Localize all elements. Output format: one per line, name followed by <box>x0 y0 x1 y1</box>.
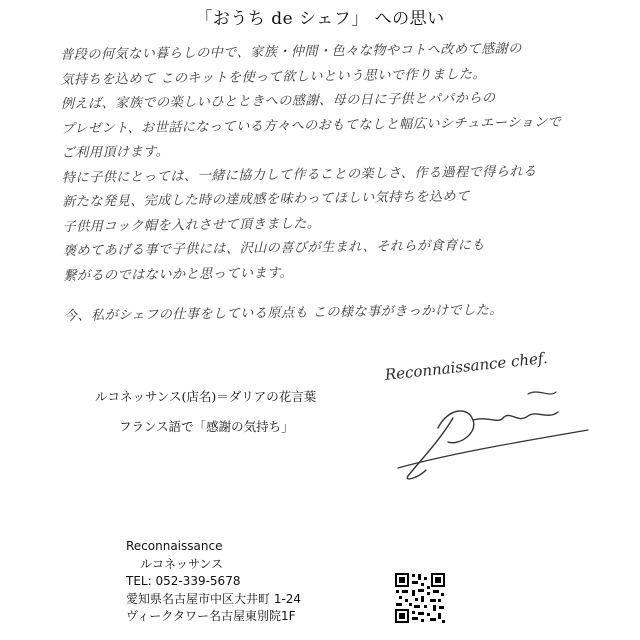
handwritten-letter <box>60 36 609 329</box>
shop-info <box>126 538 426 626</box>
shop-address-line: ヴィークタワー名古屋東別院1F <box>126 609 296 623</box>
letter-line: 特に子供にとっては、一緒に協力して作ることの楽しさ、作る過程で得られる <box>61 163 537 186</box>
shop-name: Reconnaissance <box>126 539 223 553</box>
qr-code-icon[interactable] <box>394 572 446 624</box>
letter-line: 繋がるのではないかと思っています。 <box>63 265 294 284</box>
letter-line: 普段の何気ない暮らしの中で、家族・仲間・色々な物やコトへ改めて感謝の <box>60 41 522 63</box>
signature-scribble-icon <box>378 358 598 488</box>
letter-line: ご利用頂けます。 <box>61 144 170 161</box>
chef-signature <box>378 348 598 488</box>
shop-address-line: 愛知県名古屋市中区大井町 1-24 <box>126 591 302 606</box>
letter-line: 褒めてあげる事で子供には、沢山の喜びが生まれ、それらが食育にも <box>62 238 485 259</box>
shop-name-kana: ルコネッサンス <box>140 556 224 571</box>
shop-phone: TEL: 052-339-5678 <box>126 574 241 588</box>
letter-closing-line: 今、私がシェフの仕事をしている原点も この様な事がきっかけでした。 <box>63 302 503 324</box>
letter-line: 子供用コック帽を入れさせて頂きました。 <box>62 215 321 235</box>
letter-line: 例えば、家族での楽しいひとときへの感謝、母の日に子供とパパからの <box>60 90 496 112</box>
letter-line: 気持ちを込めて このキットを使って欲しいという思いで作りました。 <box>60 66 487 88</box>
page-title: 「おうち de シェフ」 への思い <box>195 9 445 29</box>
dahlia-note-line: フランス語で「感謝の気持ち」 <box>119 419 294 434</box>
signature-text: Reconnaissance chef. <box>384 348 549 384</box>
dahlia-note-line: ルコネッサンス(店名)＝ダリアの花言葉 <box>95 389 317 404</box>
letter-line: プレゼント、お世話になっている方々へのおもてなしと幅広いシチュエーションで <box>61 114 562 137</box>
letter-line: 新たな発見、完成した時の達成感を味わってほしい気持ちを込めて <box>62 189 470 210</box>
dahlia-note <box>95 386 355 438</box>
